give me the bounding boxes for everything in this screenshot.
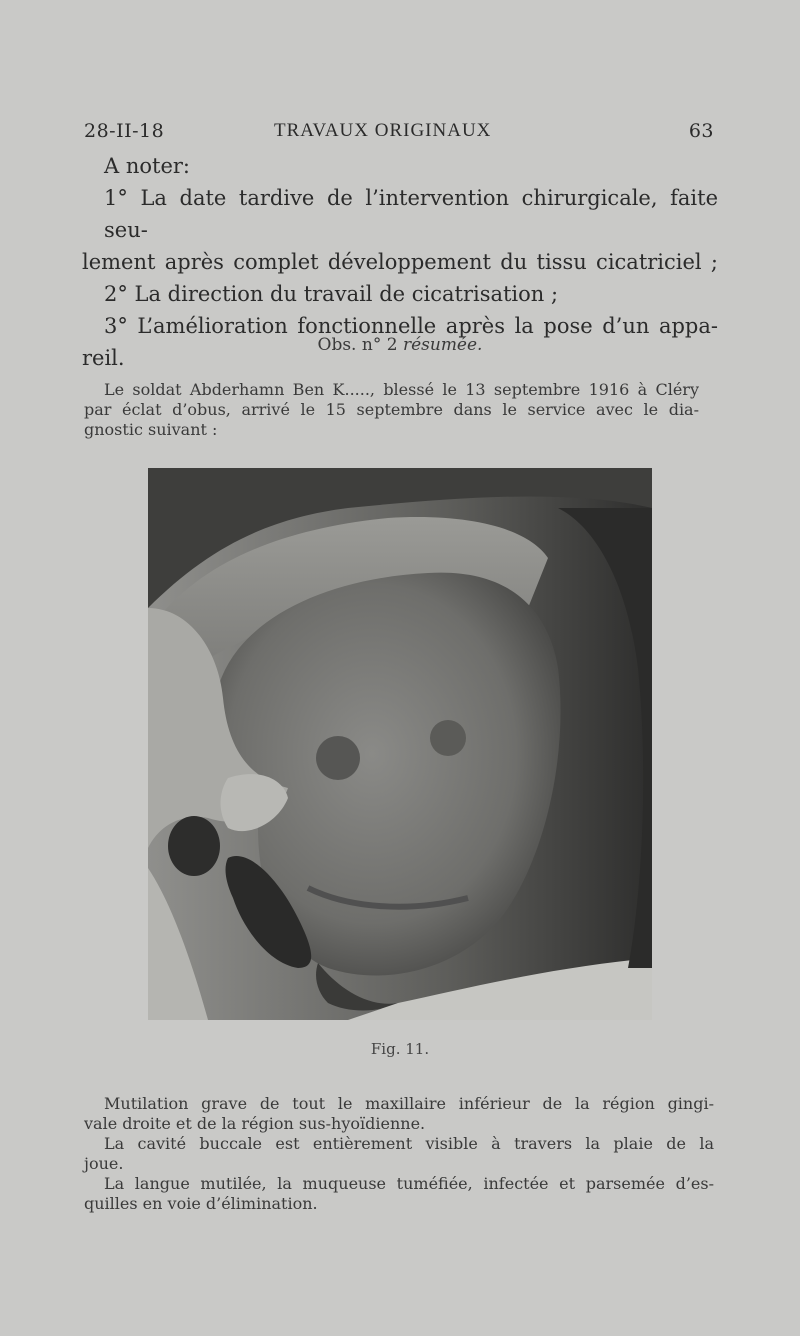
- observation-line-1: Le soldat Abderhamn Ben K....., blessé le 13 septembre 1916 à Cléry: [104, 380, 699, 399]
- description-p2-line-2: joue.: [84, 1154, 124, 1173]
- observation-title: [0, 335, 800, 355]
- photograph-image: [148, 468, 652, 1020]
- observation-line-3: gnostic suivant :: [84, 420, 218, 439]
- observation-label-italic: résumée.: [402, 335, 483, 355]
- page-number: 63: [688, 120, 714, 142]
- description-block: [84, 1094, 714, 1214]
- figure-caption: Fig. 11.: [370, 1040, 430, 1058]
- note-item-1-line-2: lement après complet développement du tissu cicatriciel ;: [82, 250, 718, 274]
- observation-paragraph: [84, 380, 699, 440]
- description-p1-line-1: Mutilation grave de tout le maxillaire inférieur de la région gingi-: [104, 1094, 714, 1113]
- description-p3-line-1: La langue mutilée, la muqueuse tuméfiée, infectée et parsemée d’es-: [104, 1174, 714, 1193]
- patient-photograph: [148, 468, 652, 1020]
- description-p1-line-2: vale droite et de la région sus-hyoïdienne.: [84, 1114, 426, 1133]
- description-p2-line-1: La cavité buccale est entièrement visible à travers la plaie de la: [104, 1134, 714, 1153]
- header-date: 28-II-18: [84, 120, 165, 142]
- observation-line-2: par éclat d’obus, arrivé le 15 septembre dans le service avec le dia-: [84, 400, 699, 419]
- notes-heading: A noter:: [104, 154, 190, 178]
- header-title: TRAVAUX ORIGINAUX: [274, 120, 492, 141]
- note-item-2: 2° La direction du travail de cicatrisation ;: [104, 282, 559, 306]
- note-item-3-line-1: 3° L’amélioration fonctionnelle après la pose d’un appa-: [104, 314, 718, 338]
- note-item-3-line-2: reil.: [82, 346, 125, 370]
- running-head: [84, 120, 714, 150]
- description-p3-line-2: quilles en voie d’élimination.: [84, 1194, 318, 1213]
- note-item-1-line-1: 1° La date tardive de l’intervention chirurgicale, faite seu-: [104, 186, 718, 242]
- observation-label: Obs. n° 2: [317, 335, 398, 355]
